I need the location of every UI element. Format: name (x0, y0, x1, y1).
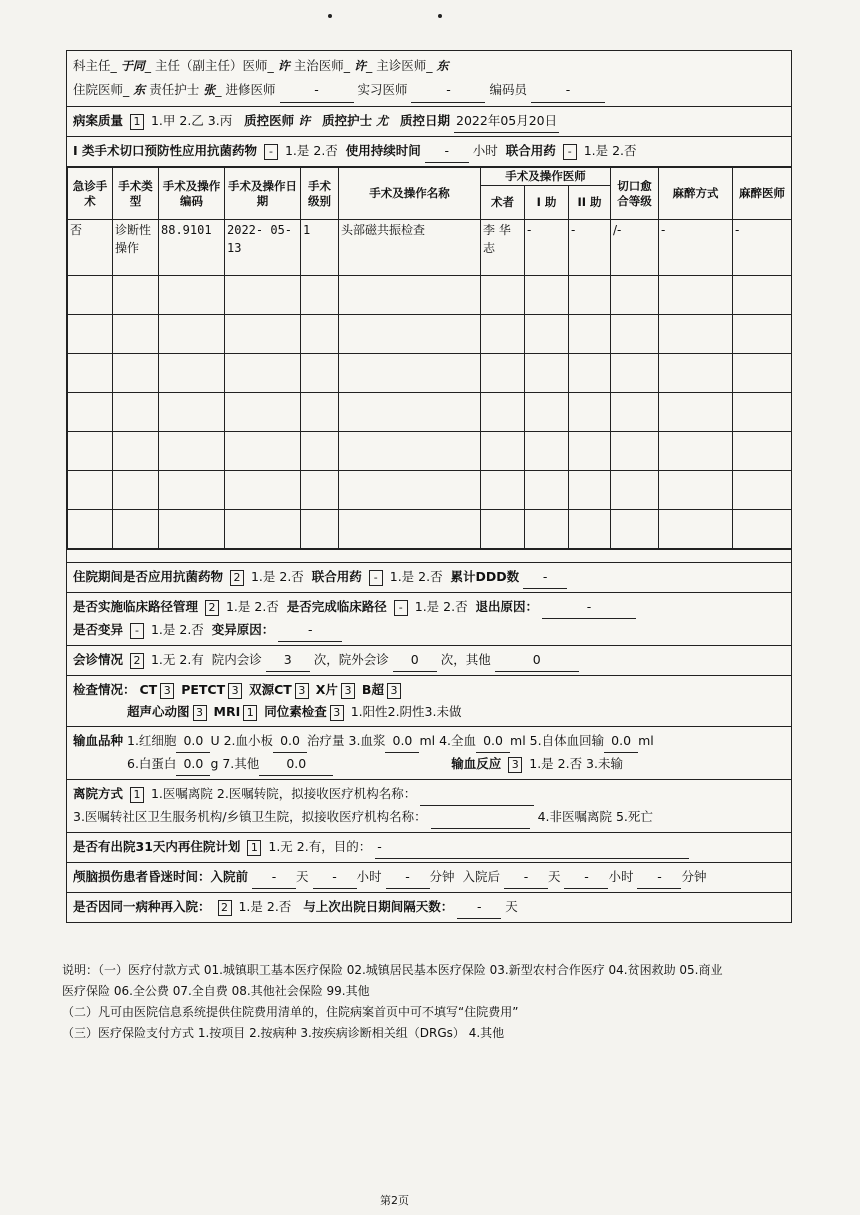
antibiotic-pre-options: 1.是 2.否 (284, 143, 338, 158)
th-assist2: II 助 (569, 186, 611, 220)
th-level: 手术级别 (301, 168, 339, 220)
cell-incision: /- (611, 220, 659, 276)
note-line-4: （三）医疗保险支付方式 1.按项目 2.按病种 3.按疾病诊断相关组（DRGs） 4.其他 (62, 1026, 505, 1040)
quality-box: 1 (130, 114, 144, 130)
exam-ct-box: 3 (160, 683, 174, 699)
variation-reason-label: 变异原因： (211, 622, 275, 637)
resident-label: 住院医师 (73, 82, 124, 97)
consult-row (67, 646, 791, 676)
exam-xray-label: X片 (315, 682, 338, 697)
discharge-line1: 1.医嘱离院 2.医嘱转院，拟接收医疗机构名称： (150, 786, 417, 801)
exam-dsct-label: 双源CT (249, 682, 292, 697)
pathway-row (67, 593, 791, 646)
plt-unit: 治疗量 (307, 733, 345, 748)
whole-unit: ml (510, 733, 526, 748)
readmit-purpose-value: - (375, 836, 689, 859)
reaction-options: 1.是 2.否 3.未输 (529, 756, 623, 771)
rbc-unit: U (210, 733, 220, 748)
coma-minute-unit: 分钟 (681, 869, 707, 884)
scan-dot (438, 14, 442, 18)
antibiotic-stay-row (67, 563, 791, 593)
exam-iso-label: 同位素检查 (264, 704, 327, 719)
coma-minute-unit: 分钟 (429, 869, 455, 884)
whole-value: 0.0 (476, 730, 510, 753)
quality-label: 病案质量 (73, 113, 124, 128)
plasma-value: 0.0 (385, 730, 419, 753)
note-line-3: （二）凡可由医院信息系统提供住院费用清单的，住院病案首页中可不填写“住院费用” (62, 1005, 519, 1019)
diag-doctor-label: 主诊医师 (376, 58, 427, 73)
signature-section: 科主任_ 于同_ 主任（副主任）医师_ 许 主治医师_ 许_ 主诊医师_ 东 住院医师_ 东 责任护士 张_ 进修医师 - 实习医师 - 编码员 - (67, 51, 791, 107)
director-signature: 许 (277, 59, 290, 73)
pathway-box: 2 (205, 600, 219, 616)
consult-box: 2 (130, 653, 144, 669)
coma-pre-day: - (252, 866, 296, 889)
consult-out-value: 0 (393, 649, 437, 672)
note-line-2: 医疗保险 06.全公费 07.全自费 08.其他社会保险 99.其他 (62, 984, 370, 998)
duration-unit: 小时 (472, 143, 498, 158)
readmit-box: 1 (247, 840, 261, 856)
th-anesthesia: 麻醉方式 (659, 168, 733, 220)
operations-table (67, 167, 792, 549)
exam-row (67, 676, 791, 727)
cell-code: 88.9101 (159, 220, 225, 276)
same-disease-row (67, 893, 791, 922)
coma-label: 颅脑损伤患者昏迷时间：入院前 (73, 869, 249, 884)
table-row-empty (68, 471, 792, 510)
intern-value: - (411, 78, 485, 103)
same-disease-label: 是否因同一病种再入院： (73, 899, 211, 914)
exam-options: 1.阳性2.阴性3.未做 (350, 704, 462, 719)
quality-options: 1.甲 2.乙 3.丙 (150, 113, 233, 128)
cell-type: 诊断性操作 (113, 220, 159, 276)
exam-iso-box: 3 (330, 705, 344, 721)
reaction-box: 3 (508, 757, 522, 773)
whole-label: 4.全血 (439, 733, 477, 748)
exam-echo-box: 3 (193, 705, 207, 721)
auto-label: 5.自体血回输 (529, 733, 605, 748)
exam-echo-label: 超声心动图 (127, 704, 190, 719)
discharge-target-1 (420, 783, 534, 806)
combo-pre-options: 1.是 2.否 (583, 143, 637, 158)
exam-label: 检查情况： (73, 682, 136, 697)
attending-label: 主治医师 (293, 58, 344, 73)
qc-nurse-signature: 尤 (376, 114, 389, 128)
transfusion-row (67, 727, 791, 780)
exam-mri-label: MRI (213, 704, 241, 719)
ddd-label: 累计DDD数 (450, 569, 520, 584)
cell-surgeon: 李 华志 (481, 220, 525, 276)
plasma-label: 3.血浆 (348, 733, 386, 748)
nurse-label: 责任护士 (149, 82, 200, 97)
reaction-label: 输血反应 (451, 756, 502, 771)
alb-label: 6.白蛋白 (127, 756, 177, 771)
qc-doctor-label: 质控医师 (244, 113, 295, 128)
coder-value: - (531, 78, 605, 103)
coma-day-unit: 天 (296, 869, 309, 884)
cell-assist1: - (525, 220, 569, 276)
cell-anesthetist: - (733, 220, 792, 276)
exam-dsct-box: 3 (295, 683, 309, 699)
notes-section (62, 960, 802, 1044)
discharge-line2: 3.医嘱转社区卫生服务机构/乡镇卫生院，拟接收医疗机构名称： (73, 809, 427, 824)
exam-petct-box: 3 (228, 683, 242, 699)
nurse-signature: 张 (203, 83, 216, 97)
coma-post-day: - (504, 866, 548, 889)
pathway-complete-box: - (394, 600, 408, 616)
same-disease-box: 2 (218, 900, 232, 916)
coma-post-hour: - (564, 866, 608, 889)
th-anesthetist: 麻醉医师 (733, 168, 792, 220)
intern-label: 实习医师 (357, 82, 408, 97)
pathway-complete-label: 是否完成临床路径 (286, 599, 387, 614)
coma-pre-minute: - (386, 866, 430, 889)
th-type: 手术类型 (113, 168, 159, 220)
th-date: 手术及操作日期 (225, 168, 301, 220)
spacer (67, 550, 791, 563)
antibiotic-pre-box: - (264, 144, 278, 160)
cell-emergency: 否 (68, 220, 113, 276)
variation-options: 1.是 2.否 (150, 622, 204, 637)
coma-hour-unit: 小时 (356, 869, 382, 884)
visiting-label: 进修医师 (225, 82, 276, 97)
exam-petct-label: PETCT (181, 682, 226, 697)
th-code: 手术及操作编码 (159, 168, 225, 220)
consult-in-label: 院内会诊 (211, 652, 262, 667)
transfusion-other-label: 7.其他 (222, 756, 260, 771)
coma-pre-hour: - (313, 866, 357, 889)
operations-table-wrap (67, 167, 791, 550)
exam-ct-label: CT (139, 682, 158, 697)
visiting-value: - (280, 78, 354, 103)
exit-reason-value: - (542, 596, 636, 619)
consult-in-unit: 次，院外会诊 (313, 652, 389, 667)
variation-box: - (130, 623, 144, 639)
cell-date: 2022- 05-13 (225, 220, 301, 276)
qc-date-value: 2022年05月20日 (454, 110, 559, 133)
resident-signature: 东 (133, 83, 146, 97)
rbc-label: 1.红细胞 (127, 733, 177, 748)
readmit-options: 1.无 2.有，目的： (268, 839, 372, 854)
table-row-empty (68, 432, 792, 471)
consult-options: 1.无 2.有 (150, 652, 204, 667)
th-name: 手术及操作名称 (339, 168, 481, 220)
discharge-box: 1 (130, 787, 144, 803)
alb-unit: g (210, 756, 219, 771)
th-emergency: 急诊手术 (68, 168, 113, 220)
readmit-label: 是否有出院31天内再住院计划 (73, 839, 241, 854)
coma-post-minute: - (637, 866, 681, 889)
table-row-empty (68, 276, 792, 315)
duration-label: 使用持续时间 (345, 143, 421, 158)
combo-stay-options: 1.是 2.否 (389, 569, 443, 584)
coder-label: 编码员 (489, 82, 527, 97)
th-incision: 切口愈合等级 (611, 168, 659, 220)
dept-chief-label: 科主任 (73, 58, 111, 73)
exam-xray-box: 3 (341, 683, 355, 699)
th-assist1: I 助 (525, 186, 569, 220)
scan-dot (328, 14, 332, 18)
auto-unit: ml (638, 733, 654, 748)
variation-reason-value: - (278, 619, 342, 642)
qc-nurse-label: 质控护士 (322, 113, 373, 128)
coma-row (67, 863, 791, 893)
variation-label: 是否变异 (73, 622, 124, 637)
duration-value: - (425, 140, 469, 163)
exam-bus-label: B超 (361, 682, 384, 697)
diag-doctor-signature: 东 (436, 59, 449, 73)
table-row-empty (68, 510, 792, 549)
consult-in-value: 3 (266, 649, 310, 672)
table-row (68, 220, 792, 276)
antibiotic-stay-options: 1.是 2.否 (250, 569, 304, 584)
discharge-line2-tail: 4.非医嘱离院 5.死亡 (537, 809, 653, 824)
coma-day-unit: 天 (547, 869, 561, 884)
table-row-empty (68, 354, 792, 393)
combo-pre-label: 联合用药 (505, 143, 556, 158)
combo-stay-box: - (369, 570, 383, 586)
pathway-complete-options: 1.是 2.否 (414, 599, 468, 614)
page-number: 第2页 (380, 1194, 409, 1207)
exit-reason-label: 退出原因： (475, 599, 539, 614)
auto-value: 0.0 (604, 730, 638, 753)
pathway-options: 1.是 2.否 (225, 599, 279, 614)
discharge-target-2 (431, 806, 530, 829)
coma-hour-unit: 小时 (608, 869, 634, 884)
th-surgeon: 术者 (481, 186, 525, 220)
consult-other-value: 0 (495, 649, 579, 672)
plt-value: 0.0 (273, 730, 307, 753)
table-row-empty (68, 393, 792, 432)
pathway-label: 是否实施临床路径管理 (73, 599, 199, 614)
th-surgeons: 手术及操作医师 (481, 168, 611, 186)
rbc-value: 0.0 (176, 730, 210, 753)
table-row-empty (68, 315, 792, 354)
antibiotic-pre-row (67, 137, 791, 167)
cell-name: 头部磁共振检查 (339, 220, 481, 276)
discharge-label: 离院方式 (73, 786, 124, 801)
plasma-unit: ml (419, 733, 436, 748)
cell-assist2: - (569, 220, 611, 276)
interval-label: 与上次出院日期间隔天数： (303, 899, 454, 914)
qc-date-label: 质控日期 (400, 113, 451, 128)
ddd-value: - (523, 566, 567, 589)
director-label: 主任（副主任）医师 (155, 58, 268, 73)
readmit-row (67, 833, 791, 863)
antibiotic-stay-box: 2 (230, 570, 244, 586)
discharge-row (67, 780, 791, 833)
interval-value: - (457, 896, 501, 919)
quality-row (67, 107, 791, 137)
coma-post-label: 入院后 (462, 869, 500, 884)
consult-out-unit: 次，其他 (440, 652, 491, 667)
antibiotic-pre-label: I 类手术切口预防性应用抗菌药物 (73, 143, 258, 158)
cell-level: 1 (301, 220, 339, 276)
combo-pre-box: - (563, 144, 577, 160)
cell-anesthesia: - (659, 220, 733, 276)
qc-doctor-signature: 许 (298, 114, 311, 128)
form-page (66, 50, 792, 923)
plt-label: 2.血小板 (223, 733, 274, 748)
combo-stay-label: 联合用药 (311, 569, 362, 584)
transfusion-label: 输血品种 (73, 733, 124, 748)
attending-signature: 许 (354, 59, 367, 73)
transfusion-other-value: 0.0 (259, 753, 333, 776)
exam-mri-box: 1 (243, 705, 257, 721)
consult-label: 会诊情况 (73, 652, 124, 667)
antibiotic-stay-label: 住院期间是否应用抗菌药物 (73, 569, 224, 584)
interval-unit: 天 (505, 899, 518, 914)
alb-value: 0.0 (176, 753, 210, 776)
note-line-1: 说明：（一）医疗付款方式 01.城镇职工基本医疗保险 02.城镇居民基本医疗保险 03.新型农村合作医疗 04.贫困救助 05.商业 (62, 963, 723, 977)
dept-chief-signature: 于同 (120, 59, 145, 73)
exam-bus-box: 3 (387, 683, 401, 699)
same-disease-options: 1.是 2.否 (238, 899, 292, 914)
